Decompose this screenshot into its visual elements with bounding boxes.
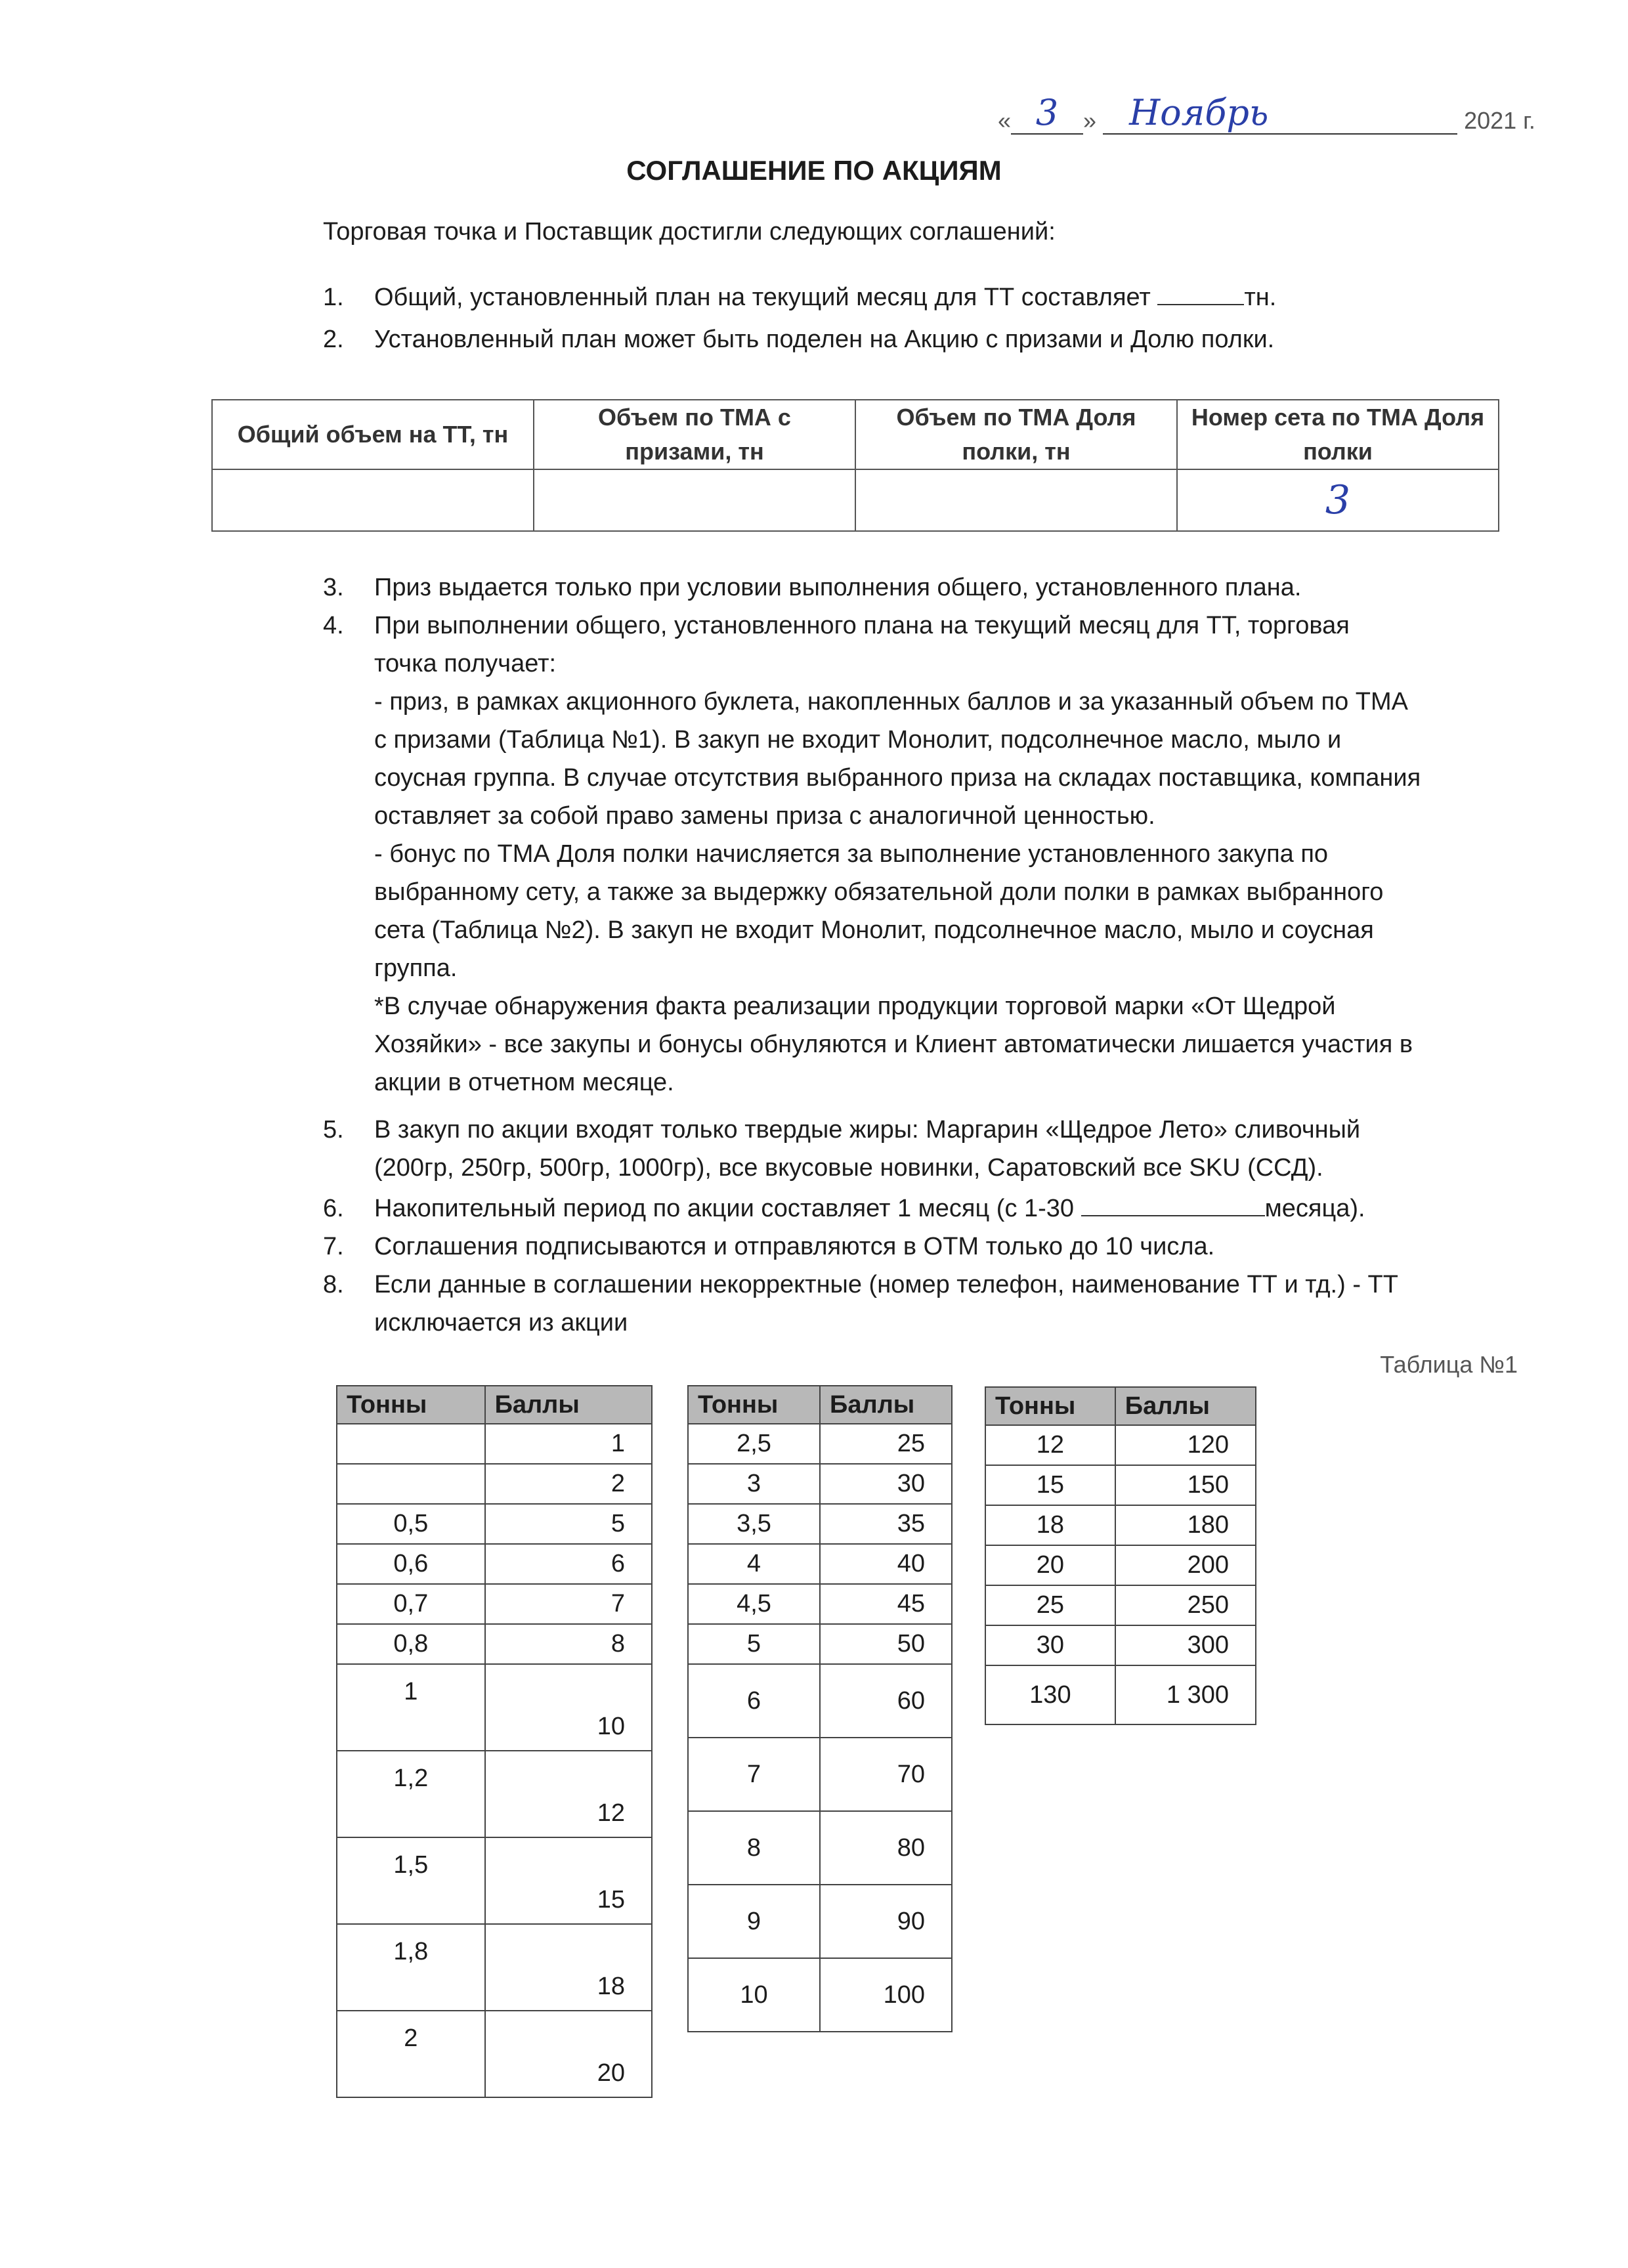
score-header-row [985,1387,1256,1425]
score-table-1 [336,1385,653,2098]
score-points: 90 [820,1885,952,1958]
clause-5 [323,1111,1570,1189]
score-points: 1 [485,1424,652,1464]
open-quote: « [998,107,1012,134]
clause-line: оставляет за собой право замены приза с аналогичной ценностью. [374,802,1155,830]
clause-text: Приз выдается только при условии выполнения общего, установленного плана. [374,574,1302,601]
clause-number: 2. [323,326,344,353]
score-tons: 2 [337,2011,485,2097]
score-points: 80 [820,1811,952,1885]
clause-line: Если данные в соглашении некорректные (номер телефон, наименование ТТ и тд.) - ТТ [374,1271,1398,1298]
score-table-3 [985,1386,1256,1725]
clause-line: выбранному сету, а также за выдержку обязательной доли полки в рамках выбранного [374,878,1384,906]
table-row [337,1464,652,1504]
score-points: 70 [820,1738,952,1811]
table-row [688,1811,952,1885]
table-row [688,1544,952,1584]
score-points: 180 [1115,1505,1256,1545]
plan-blank [1157,304,1244,305]
score-points: 45 [820,1584,952,1624]
summary-header: Общий объем на ТТ, тн [212,400,534,469]
clause-line: с призами (Таблица №1). В закуп не входит Монолит, подсолнечное масло, мыло и [374,726,1342,754]
clause-text-end: месяца). [1264,1195,1365,1222]
clause-line: - приз, в рамках акционного буклета, накопленных баллов и за указанный объем по ТМА [374,688,1409,716]
close-quote: » [1083,107,1097,134]
clause-1 [323,278,1570,318]
table-row [688,1664,952,1738]
intro-text: Торговая точка и Поставщик достигли следующих соглашений: [323,218,1056,246]
score-tons: 0,6 [337,1544,485,1584]
score-points: 120 [1115,1425,1256,1465]
clause-number: 8. [323,1271,344,1298]
table-row [688,1738,952,1811]
table-row [337,1584,652,1624]
score-points: 8 [485,1624,652,1664]
score-tons: 4 [688,1544,820,1584]
summary-value-set-number: 3 [1177,469,1499,531]
score-points: 6 [485,1544,652,1584]
score-tons: 8 [688,1811,820,1885]
table-row [985,1505,1256,1545]
score-header: Баллы [485,1386,652,1424]
clause-number: 1. [323,284,344,311]
summary-value [212,469,534,531]
table-row [688,1584,952,1624]
clause-text: Общий, установленный план на текущий месяц для ТТ составляет [374,284,1158,311]
score-header: Баллы [1115,1387,1256,1425]
score-points: 20 [485,2011,652,2097]
table-row [337,1544,652,1584]
score-points: 60 [820,1664,952,1738]
score-points: 1 300 [1115,1665,1256,1724]
score-points: 10 [485,1664,652,1751]
summary-table [211,399,1499,532]
score-tons: 3 [688,1464,820,1504]
clause-line: исключается из акции [374,1309,628,1337]
clause-number: 3. [323,574,344,601]
clause-line: При выполнении общего, установленного плана на текущий месяц для ТТ, торговая [374,612,1350,639]
score-points: 150 [1115,1465,1256,1505]
score-tons: 1,5 [337,1837,485,1924]
score-tons: 1,2 [337,1751,485,1837]
clause-number: 5. [323,1116,344,1144]
clause-line: акции в отчетном месяце. [374,1069,674,1096]
score-tons: 6 [688,1664,820,1738]
score-tons: 130 [985,1665,1115,1724]
score-tons [337,1464,485,1504]
table-row [688,1464,952,1504]
table-row [688,1624,952,1664]
score-points: 300 [1115,1625,1256,1665]
score-tons: 9 [688,1885,820,1958]
clause-8 [323,1266,1570,1344]
table-row [337,1837,652,1924]
score-header: Тонны [337,1386,485,1424]
clause-line: В закуп по акции входят только твердые жиры: Маргарин «Щедрое Лето» сливочный [374,1116,1361,1144]
table-row [688,1958,952,2032]
clause-number: 6. [323,1195,344,1222]
score-tons: 20 [985,1545,1115,1585]
score-tons: 0,8 [337,1624,485,1664]
table-row [688,1424,952,1464]
date-year: 2021 г. [1464,107,1535,134]
table-row [985,1425,1256,1465]
score-tons: 3,5 [688,1504,820,1544]
clause-text: Соглашения подписываются и отправляются в ОТМ только до 10 числа. [374,1233,1215,1260]
score-points: 18 [485,1924,652,2011]
month-blank [1081,1215,1265,1216]
table-row [337,1751,652,1837]
clause-line: *В случае обнаружения факта реализации продукции торговой марки «От Щедрой [374,993,1336,1020]
score-tons: 12 [985,1425,1115,1465]
clause-text: Накопительный период по акции составляет 1 месяц (с 1-30 [374,1195,1081,1222]
score-points: 5 [485,1504,652,1544]
score-points: 250 [1115,1585,1256,1625]
table-row [985,1585,1256,1625]
score-points: 2 [485,1464,652,1504]
score-tons: 1 [337,1664,485,1751]
clause-line: соусная группа. В случае отсутствия выбранного приза на складах поставщика, компания [374,764,1421,792]
clause-number: 4. [323,612,344,639]
clause-3 [323,568,1570,608]
table-row [337,1664,652,1751]
table-row [985,1625,1256,1665]
table-row [985,1665,1256,1724]
table-row [985,1465,1256,1505]
clause-line: (200гр, 250гр, 500гр, 1000гр), все вкусовые новинки, Саратовский все SKU (ССД). [374,1154,1323,1182]
score-header: Тонны [688,1386,820,1424]
table-row [688,1504,952,1544]
clause-line: группа. [374,954,458,982]
score-points: 7 [485,1584,652,1624]
score-header: Тонны [985,1387,1115,1425]
score-tons: 18 [985,1505,1115,1545]
table-row [337,1624,652,1664]
clause-2 [323,320,1570,360]
score-header-row [337,1386,652,1424]
score-tons: 2,5 [688,1424,820,1464]
table-row [337,1424,652,1464]
score-header-row [688,1386,952,1424]
summary-value [855,469,1177,531]
clause-text [374,607,1543,1102]
table-row [688,1885,952,1958]
date-day: 3 [1011,92,1083,135]
score-tons: 25 [985,1585,1115,1625]
document-title: СОГЛАШЕНИЕ ПО АКЦИЯМ [626,155,1002,186]
date-line [998,92,1535,135]
summary-header: Объем по ТМА Доля полки, тн [855,400,1177,469]
table-row [337,1504,652,1544]
clause-line: - бонус по ТМА Доля полки начисляется за выполнение установленного закупа по [374,840,1329,868]
score-points: 12 [485,1751,652,1837]
score-tons [337,1424,485,1464]
table-row [337,1924,652,2011]
score-tons: 30 [985,1625,1115,1665]
score-tons: 7 [688,1738,820,1811]
clause-line: точка получает: [374,650,557,677]
table-row [337,2011,652,2097]
clause-number: 7. [323,1233,344,1260]
clause-text [374,1266,1543,1342]
date-month: Ноябрь [1103,92,1457,135]
clause-text [374,1111,1543,1187]
summary-header: Номер сета по ТМА Доля полки [1177,400,1499,469]
clause-7 [323,1228,1570,1267]
table-caption: Таблица №1 [1380,1351,1518,1378]
score-points: 40 [820,1544,952,1584]
clause-6 [323,1189,1570,1229]
score-points: 200 [1115,1545,1256,1585]
table-row [985,1545,1256,1585]
score-points: 25 [820,1424,952,1464]
clause-unit: тн. [1244,284,1277,311]
score-table-2 [687,1385,953,2032]
score-tons: 5 [688,1624,820,1664]
score-tons: 0,7 [337,1584,485,1624]
score-tons: 4,5 [688,1584,820,1624]
clause-4 [323,607,1570,1105]
score-tons: 1,8 [337,1924,485,2011]
score-points: 50 [820,1624,952,1664]
summary-header: Объем по ТМА с призами, тн [534,400,855,469]
score-tons: 10 [688,1958,820,2032]
score-points: 15 [485,1837,652,1924]
score-points: 100 [820,1958,952,2032]
score-tons: 15 [985,1465,1115,1505]
score-tons: 0,5 [337,1504,485,1544]
summary-value [534,469,855,531]
summary-header-row [212,400,1499,469]
clause-text: Установленный план может быть поделен на Акцию с призами и Долю полки. [374,326,1275,353]
clause-line: сета (Таблица №2). В закуп не входит Монолит, подсолнечное масло, мыло и соусная [374,916,1374,944]
score-points: 30 [820,1464,952,1504]
clause-line: Хозяйки» - все закупы и бонусы обнуляются и Клиент автоматически лишается участия в [374,1031,1413,1058]
score-header: Баллы [820,1386,952,1424]
score-points: 35 [820,1504,952,1544]
summary-value-row [212,469,1499,531]
